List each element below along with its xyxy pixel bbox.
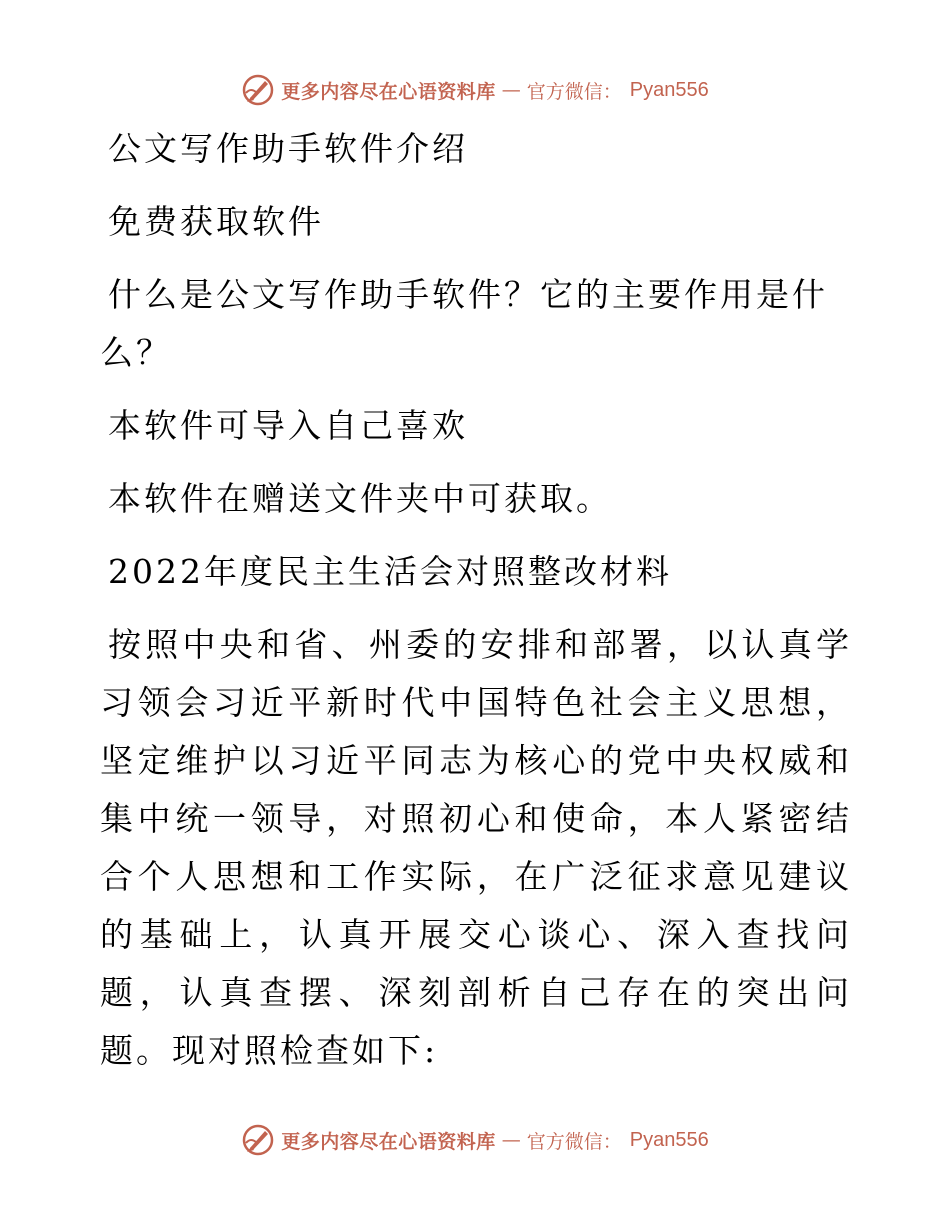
footer-dash: —	[501, 1129, 521, 1151]
doc-section-title: 2022年度民主生活会对照整改材料	[108, 552, 672, 591]
header-banner	[0, 70, 950, 110]
footer-wechat-label: 官方微信：	[526, 1130, 622, 1153]
document-body	[100, 120, 852, 1080]
doc-import-line: 本软件可导入自己喜欢	[108, 406, 468, 445]
header-dash: —	[501, 79, 521, 101]
doc-title-line: 公文写作助手软件介绍	[108, 129, 468, 168]
header-wechat-label: 官方微信：	[526, 80, 622, 103]
footer-banner	[0, 1120, 950, 1160]
doc-folder-line: 本软件在赠送文件夹中可获取。	[108, 479, 612, 518]
footer-banner-content	[241, 1123, 709, 1157]
doc-question-line: 什么是公文写作助手软件？它的主要作用是什么？	[100, 275, 828, 372]
doc-get-software-line: 免费获取软件	[108, 202, 324, 241]
header-banner-content	[241, 73, 709, 107]
footer-site-text: 更多内容尽在心语资料库	[281, 1130, 496, 1153]
header-wechat-id: Pyan556	[629, 78, 709, 101]
doc-paragraph: 按照中央和省、州委的安排和部署，以认真学习领会习近平新时代中国特色社会主义思想，坚定维护以习近平同志为核心的党中央权威和集中统一领导，对照初心和使命，本人紧密结合个人思想和工作实际，在广泛征求意见建议的基础上，认真开展交心谈心、深入查找问题，认真查摆、深刻剖析自己存在的突出问题。现对照检查如下:	[100, 625, 852, 1070]
header-site-text: 更多内容尽在心语资料库	[281, 80, 496, 103]
quill-pen-logo-icon	[241, 1123, 275, 1157]
quill-pen-logo-icon	[241, 73, 275, 107]
footer-wechat-id: Pyan556	[629, 1128, 709, 1151]
